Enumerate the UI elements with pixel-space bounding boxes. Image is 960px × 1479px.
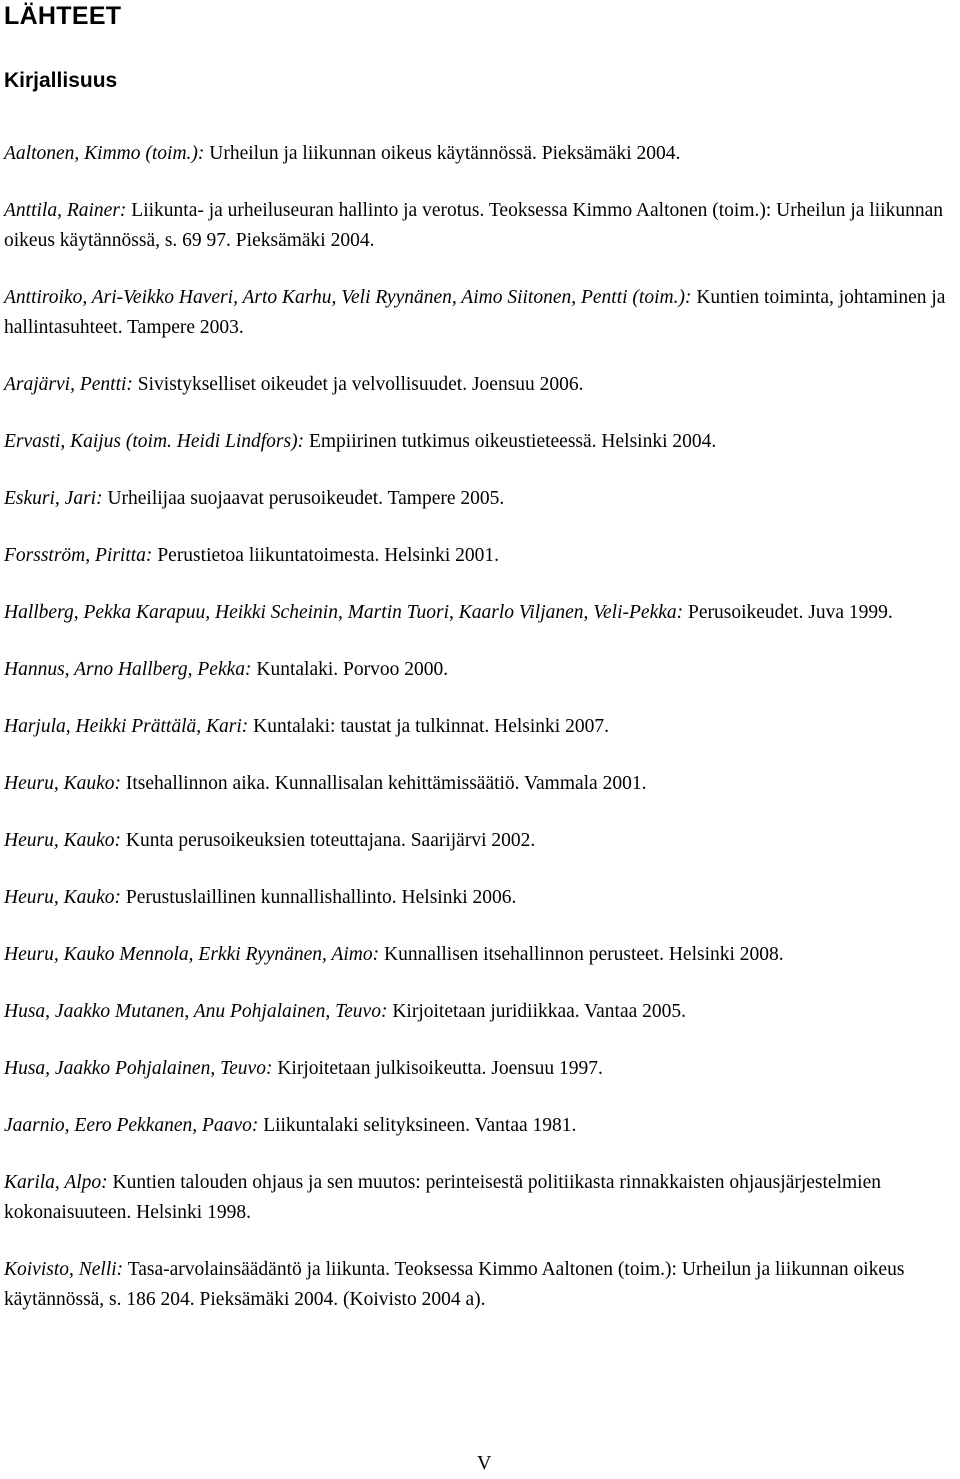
- reference-details: Kunta perusoikeuksien toteuttajana. Saarijärvi 2002.: [120, 830, 536, 851]
- reference-author: Heuru, Kauko:: [4, 887, 121, 908]
- reference-details: Kirjoitetaan juridiikkaa. Vantaa 2005.: [387, 1001, 687, 1022]
- reference-author: Hannus, Arno Hallberg, Pekka:: [4, 659, 252, 680]
- reference-details: Kuntien talouden ohjaus ja sen muutos: perinteisestä politiikasta rinnakkaisten ohjausjärjestelmien kokonaisuuteen. Helsinki 1998.: [4, 1172, 881, 1223]
- reference-details: Kuntalaki: taustat ja tulkinnat. Helsinki 2007.: [248, 716, 609, 737]
- reference-details: Perustuslaillinen kunnallishallinto. Helsinki 2006.: [120, 887, 517, 908]
- reference-details: Liikunta- ja urheiluseuran hallinto ja verotus. Teoksessa Kimmo Aaltonen (toim.): Urheilun ja liikunnan oikeus käytännössä, s. 69 97. Pieksämäki 2004.: [4, 200, 943, 251]
- reference-author: Eskuri, Jari:: [4, 488, 103, 509]
- reference-details: Tasa-arvolainsäädäntö ja liikunta. Teoksessa Kimmo Aaltonen (toim.): Urheilun ja liikunnan oikeus käytännössä, s. 186 204. Pieksämäki 2004. (Koivisto 2004 a).: [4, 1259, 905, 1310]
- reference-details: Itsehallinnon aika. Kunnallisalan kehittämissäätiö. Vammala 2001.: [120, 773, 647, 794]
- reference-entry: [4, 826, 956, 856]
- reference-author: Ervasti, Kaijus (toim. Heidi Lindfors):: [4, 431, 305, 452]
- reference-entry: [4, 997, 956, 1027]
- reference-entry: [4, 712, 956, 742]
- reference-author: Jaarnio, Eero Pekkanen, Paavo:: [4, 1115, 259, 1136]
- reference-author: Husa, Jaakko Pohjalainen, Teuvo:: [4, 1058, 273, 1079]
- reference-entry: [4, 769, 956, 799]
- reference-author: Karila, Alpo:: [4, 1172, 108, 1193]
- reference-author: Husa, Jaakko Mutanen, Anu Pohjalainen, Teuvo:: [4, 1001, 388, 1022]
- reference-author: Aaltonen, Kimmo (toim.):: [4, 143, 205, 164]
- reference-details: Kirjoitetaan julkisoikeutta. Joensuu 1997.: [272, 1058, 603, 1079]
- reference-entry: [4, 598, 956, 628]
- reference-author: Heuru, Kauko:: [4, 830, 121, 851]
- reference-entry: [4, 1054, 956, 1084]
- reference-details: Urheilun ja liikunnan oikeus käytännössä. Pieksämäki 2004.: [204, 143, 681, 164]
- reference-entry: [4, 655, 956, 685]
- reference-author: Heuru, Kauko Mennola, Erkki Ryynänen, Aimo:: [4, 944, 380, 965]
- reference-entry: [4, 370, 956, 400]
- reference-entry: [4, 940, 956, 970]
- reference-author: Koivisto, Nelli:: [4, 1259, 124, 1280]
- reference-entry: [4, 883, 956, 913]
- reference-author: Heuru, Kauko:: [4, 773, 121, 794]
- reference-entry: [4, 283, 956, 343]
- reference-author: Hallberg, Pekka Karapuu, Heikki Scheinin, Martin Tuori, Kaarlo Viljanen, Veli-Pekka:: [4, 602, 684, 623]
- reference-details: Kuntien toiminta, johtaminen ja hallintasuhteet. Tampere 2003.: [4, 287, 946, 338]
- reference-entry: [4, 427, 956, 457]
- reference-entry: [4, 196, 956, 256]
- reference-details: Liikuntalaki selityksineen. Vantaa 1981.: [258, 1115, 577, 1136]
- reference-details: Urheilijaa suojaavat perusoikeudet. Tampere 2005.: [102, 488, 505, 509]
- reference-details: Kunnallisen itsehallinnon perusteet. Helsinki 2008.: [379, 944, 784, 965]
- reference-author: Forsström, Piritta:: [4, 545, 153, 566]
- page-heading: LÄHTEET: [4, 2, 122, 30]
- reference-list: [4, 139, 956, 1342]
- reference-author: Arajärvi, Pentti:: [4, 374, 133, 395]
- reference-details: Sivistykselliset oikeudet ja velvollisuudet. Joensuu 2006.: [132, 374, 584, 395]
- reference-details: Kuntalaki. Porvoo 2000.: [251, 659, 449, 680]
- reference-details: Empiirinen tutkimus oikeustieteessä. Helsinki 2004.: [304, 431, 717, 452]
- reference-entry: [4, 1111, 956, 1141]
- reference-entry: [4, 541, 956, 571]
- reference-entry: [4, 1255, 956, 1315]
- reference-details: Perustietoa liikuntatoimesta. Helsinki 2001.: [152, 545, 500, 566]
- reference-entry: [4, 1168, 956, 1228]
- reference-author: Anttiroiko, Ari-Veikko Haveri, Arto Karhu, Veli Ryynänen, Aimo Siitonen, Pentti (toim.):: [4, 287, 692, 308]
- reference-entry: [4, 139, 956, 169]
- reference-details: Perusoikeudet. Juva 1999.: [683, 602, 893, 623]
- page-number: V: [477, 1452, 492, 1474]
- reference-entry: [4, 484, 956, 514]
- reference-author: Anttila, Rainer:: [4, 200, 127, 221]
- reference-author: Harjula, Heikki Prättälä, Kari:: [4, 716, 249, 737]
- section-subheading: Kirjallisuus: [4, 69, 118, 92]
